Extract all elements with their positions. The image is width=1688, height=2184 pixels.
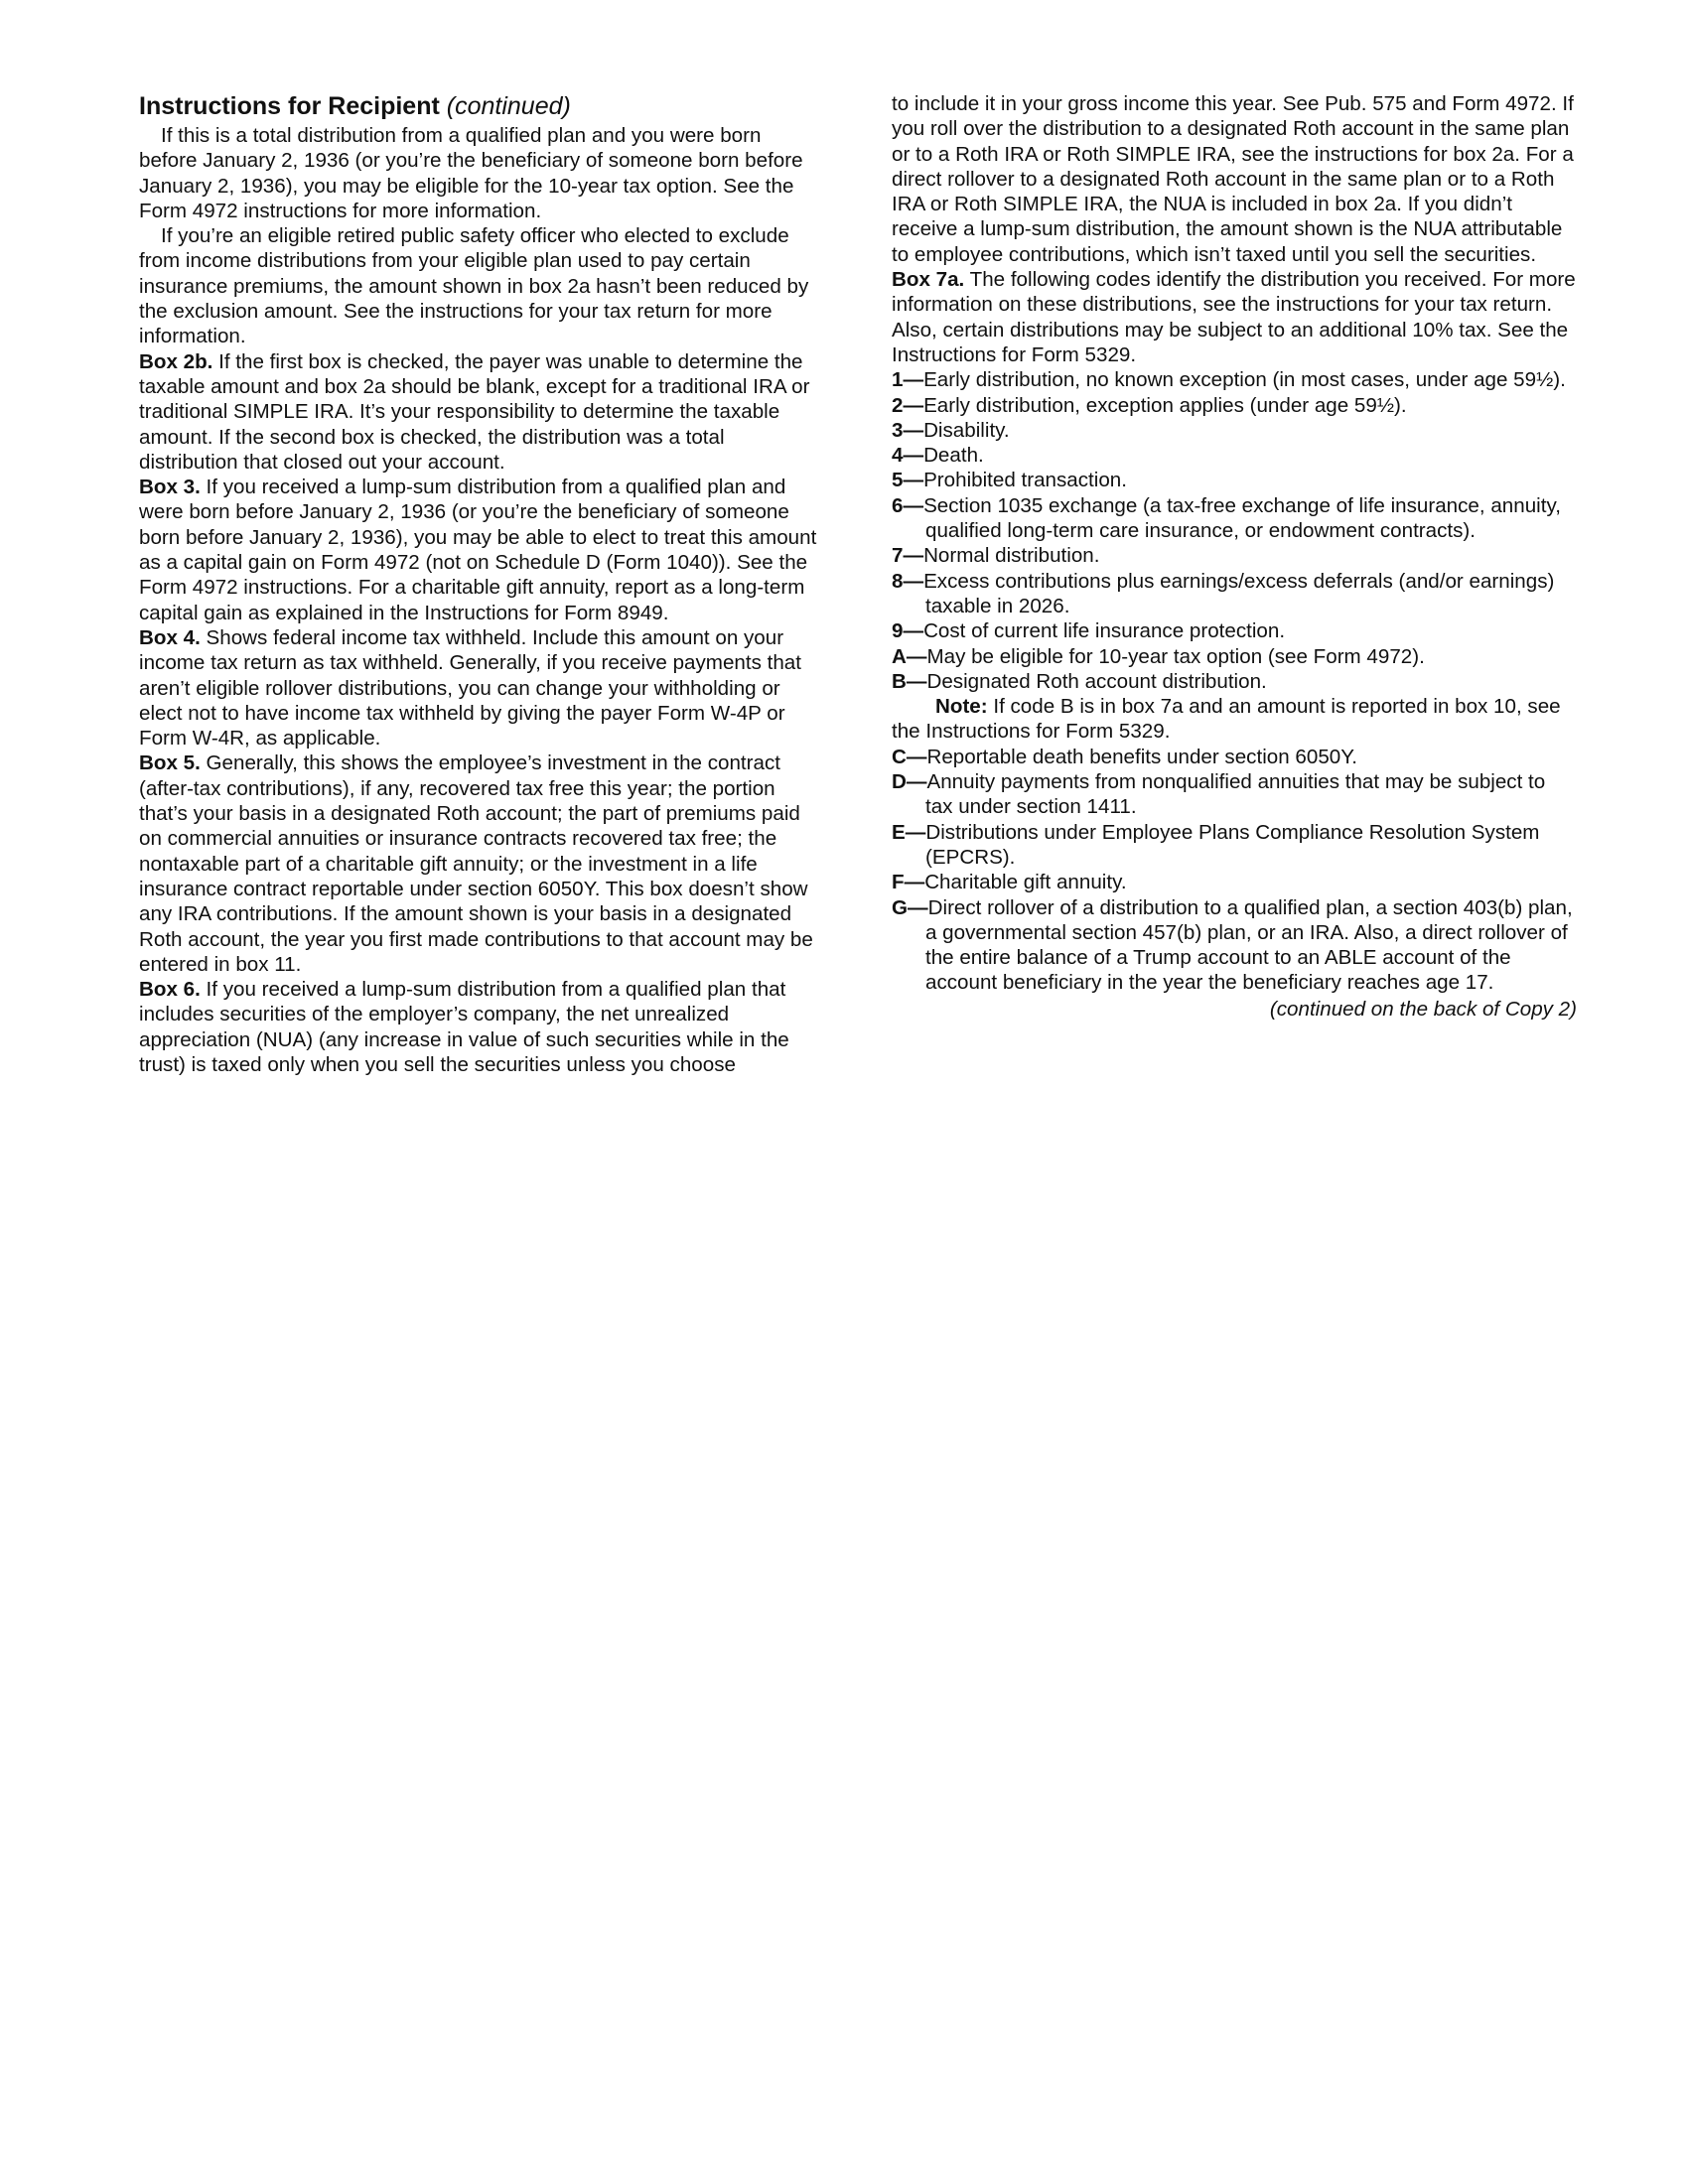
code-item: [892, 393, 1577, 418]
code-item: [892, 769, 1577, 820]
code-item: [892, 493, 1577, 544]
code-label: A—: [892, 644, 927, 668]
box6-text: If you received a lump-sum distribution from a qualified plan that includes securities of the employer’s company, the net unrealized appreciation (NUA) (any increase in value of such securities while in the trust) is taxed only when you sell the securities unless you choose: [139, 978, 789, 1076]
code-b-note: [892, 694, 1577, 745]
code-label: 4—: [892, 444, 924, 468]
code-text: Normal distribution.: [923, 544, 1100, 568]
code-label: D—: [892, 770, 927, 794]
code-label: B—: [892, 669, 927, 693]
code-item: [892, 443, 1577, 468]
code-item: [892, 644, 1577, 669]
code-text: Direct rollover of a distribution to a qualified plan, a section 403(b) plan, a governmental section 457(b) plan, or an IRA. Also, a direct rollover of the entire balance of a Trump account to an ABLE account of the account beneficiary in the year the beneficiary reaches age 17.: [925, 895, 1573, 995]
code-text: Prohibited transaction.: [923, 469, 1127, 492]
box2b-label: Box 2b.: [139, 349, 213, 373]
code-label: C—: [892, 745, 927, 768]
code-text: Excess contributions plus earnings/excess deferrals (and/or earnings) taxable in 2026.: [923, 569, 1555, 617]
box5-instructions: [139, 751, 824, 977]
box3-instructions: [139, 475, 824, 625]
code-text: May be eligible for 10-year tax option (see Form 4972).: [926, 644, 1425, 668]
code-label: 2—: [892, 393, 924, 417]
code-label: 6—: [892, 493, 924, 517]
code-label: 9—: [892, 619, 924, 643]
code-label: F—: [892, 871, 925, 894]
box6-instructions: [139, 977, 824, 1077]
code-text: Annuity payments from nonqualified annuities that may be subject to tax under section 1411.: [925, 770, 1546, 819]
note-label: Note:: [935, 695, 988, 719]
code-item: [892, 745, 1577, 769]
distribution-codes-list: [892, 367, 1577, 694]
left-column: [139, 91, 824, 1077]
code-label: 1—: [892, 368, 924, 392]
code-label: G—: [892, 895, 928, 919]
code-item: [892, 543, 1577, 568]
box3-text: If you received a lump-sum distribution from a qualified plan and were born before January 2, 1936 (or you’re the beneficiary of someone born before January 2, 1936), you may be able to elect to treat this amount as a capital gain on Form 4972 (not on Schedule D (Form 1040)). See the Form 4972 instructions. For a charitable gift annuity, report as a long-term capital gain as explained in the Instructions for Form 8949.: [139, 476, 817, 624]
box2b-text: If the first box is checked, the payer was unable to determine the taxable amount and box 2a should be blank, except for a traditional IRA or traditional SIMPLE IRA. It’s your responsibility to determine the taxable amount. If the second box is checked, the distribution was a total distribution that closed out your account.: [139, 349, 810, 474]
box4-instructions: [139, 625, 824, 751]
paragraph-total-distribution: If this is a total distribution from a qualified plan and you were born before January 2, 1936 (or you’re the beneficiary of someone born before January 2, 1936), you may be eligible for the 10-year tax option. See the Form 4972 instructions for more information.: [139, 124, 803, 222]
continued-on-back-note: (continued on the back of Copy 2): [1269, 997, 1577, 1021]
code-text: Disability.: [923, 418, 1010, 442]
code-item: [892, 820, 1577, 871]
note-text: If code B is in box 7a and an amount is reported in box 10, see the Instructions for Form 5329.: [892, 695, 1561, 744]
code-item: [892, 569, 1577, 619]
box7a-text: The following codes identify the distribution you received. For more information on these distributions, see the instructions for your tax return. Also, certain distributions may be subject to an additional 10% tax. See the Instructions for Form 5329.: [892, 268, 1576, 366]
code-text: Early distribution, exception applies (under age 59½).: [923, 393, 1407, 417]
code-item: [892, 870, 1577, 894]
code-text: Reportable death benefits under section 6050Y.: [926, 745, 1358, 768]
distribution-codes-list-continued: [892, 745, 1577, 996]
box3-label: Box 3.: [139, 476, 201, 499]
box4-text: Shows federal income tax withheld. Include this amount on your income tax return as tax withheld. Generally, if you receive payments that aren’t eligible rollover distributions, you can change your withholding or elect not to have income tax withheld by giving the payer Form W-4P or Form W-4R, as applicable.: [139, 625, 801, 751]
box7a-label: Box 7a.: [892, 268, 965, 292]
code-text: Death.: [923, 444, 984, 468]
heading-title: Instructions for Recipient: [139, 92, 440, 120]
code-item: [892, 367, 1577, 392]
box5-text: Generally, this shows the employee’s investment in the contract (after-tax contributions), if any, recovered tax free this year; the portion that’s your basis in a designated Roth account; the part of premiums paid on commercial annuities or insurance contracts recovered tax free; the nontaxable part of a charitable gift annuity; or the investment in a life insurance contract reportable under section 6050Y. This box doesn’t show any IRA contributions. If the amount shown is your basis in a designated Roth account, the year you first made contributions to that account may be entered in box 11.: [139, 751, 813, 976]
box7a-instructions: [892, 267, 1577, 367]
code-label: 5—: [892, 469, 924, 492]
heading-continued: (continued): [446, 92, 571, 120]
code-item: [892, 418, 1577, 443]
code-item: [892, 669, 1577, 694]
paragraph-public-safety-officer: If you’re an eligible retired public safety officer who elected to exclude from income distributions from your eligible plan used to pay certain insurance premiums, the amount shown in box 2a hasn’t been reduced by the exclusion amount. See the instructions for your tax return for more information.: [139, 224, 809, 348]
code-text: Cost of current life insurance protection.: [923, 619, 1286, 643]
code-text: Designated Roth account distribution.: [926, 669, 1267, 693]
code-text: Charitable gift annuity.: [924, 871, 1127, 894]
code-label: 8—: [892, 569, 924, 593]
right-column: [892, 91, 1577, 1022]
code-label: 3—: [892, 418, 924, 442]
box6-label: Box 6.: [139, 978, 201, 1002]
box6-continued-text: to include it in your gross income this year. See Pub. 575 and Form 4972. If you roll over the distribution to a designated Roth account in the same plan or to a Roth IRA or Roth SIMPLE IRA, see the instructions for box 2a. For a direct rollover to a designated Roth account in the same plan or to a Roth IRA or Roth SIMPLE IRA, the NUA is included in box 2a. If you didn’t receive a lump-sum distribution, the amount shown is the NUA attributable to employee contributions, which isn’t taxed until you sell the securities.: [892, 92, 1574, 266]
code-label: E—: [892, 820, 926, 844]
code-label: 7—: [892, 544, 924, 568]
code-text: Section 1035 exchange (a tax-free exchange of life insurance, annuity, qualified long-term care insurance, or endowment contracts).: [923, 493, 1561, 543]
code-item: [892, 895, 1577, 996]
box4-label: Box 4.: [139, 625, 201, 649]
code-item: [892, 618, 1577, 643]
box2b-instructions: [139, 349, 824, 475]
section-heading: [139, 91, 824, 122]
code-text: Early distribution, no known exception (in most cases, under age 59½).: [923, 368, 1566, 392]
code-item: [892, 468, 1577, 492]
box5-label: Box 5.: [139, 751, 201, 775]
code-text: Distributions under Employee Plans Compliance Resolution System (EPCRS).: [925, 820, 1540, 869]
